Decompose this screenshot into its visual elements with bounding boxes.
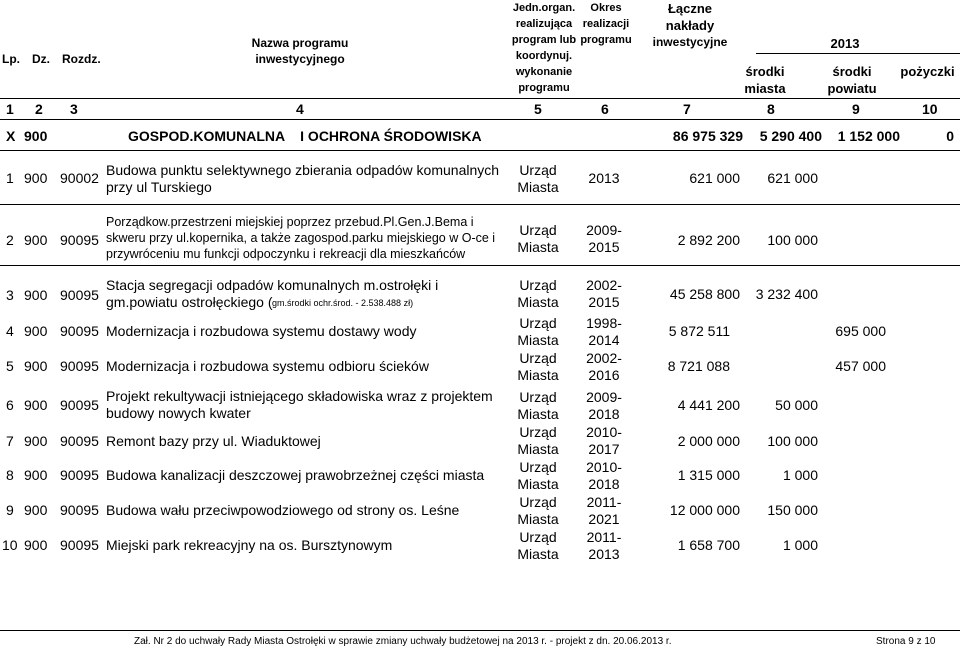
row-rozdz: 90095 [60,358,99,374]
header-rozdz: Rozdz. [62,52,101,66]
row-jedn: Urząd [519,494,557,510]
row-name: Remont bazy przy ul. Wiaduktowej [106,433,321,449]
row-name: Modernizacja i rozbudowa systemu odbioru ścieków [106,358,429,374]
row-okres: 2013 [588,546,620,562]
row-rozdz: 90095 [60,467,99,483]
header-okres-line2: realizacji [582,18,630,30]
divider [0,150,960,151]
header-laczne-line2: nakłady [665,18,715,33]
header-srodki-miasta-line1: środki [745,64,785,79]
row-okres: 2013 [588,170,620,186]
row-okres: 2009- [586,389,622,405]
row-rozdz: 90095 [60,502,99,518]
col-number: 9 [852,101,860,117]
row-lp: 5 [6,358,14,374]
row-jedn: Miasta [517,367,559,383]
section-miasta: 5 290 400 [759,128,822,144]
footer-divider [0,630,960,631]
section-powiatu: 1 152 000 [837,128,900,144]
row-name: Modernizacja i rozbudowa systemu dostawy wody [106,323,417,339]
row-okres: 2015 [588,294,620,310]
row-name: budowy nowych kwater [106,405,251,421]
header-laczne-line3: inwestycyjne [652,35,728,49]
row-jedn: Miasta [517,546,559,562]
row-okres: 2010- [586,459,622,475]
row-miasta: 1 000 [782,467,818,483]
header-lp: Lp. [2,52,20,66]
row-okres: 2015 [588,239,620,255]
row-laczne: 8 721 088 [667,358,730,374]
row-miasta: 150 000 [767,502,818,518]
row-jedn: Miasta [517,239,559,255]
section-name: GOSPOD.KOMUNALNA I OCHRONA ŚRODOWISKA [128,128,482,144]
row-name: Miejski park rekreacyjny na os. Bursztynowym [106,537,393,553]
row-jedn: Urząd [519,350,557,366]
row-rozdz: 90002 [60,170,99,186]
footer-text: Zał. Nr 2 do uchwały Rady Miasta Ostrołęki w sprawie zmiany uchwały budżetowej na 2013 r. - projekt z dn. 20.06.2013 r. [134,636,672,647]
col-number: 6 [601,101,609,117]
row-powiatu: 457 000 [835,358,886,374]
row-dz: 900 [24,537,48,553]
row-lp: 1 [6,170,14,186]
row-okres: 2018 [588,476,620,492]
row-dz: 900 [24,433,48,449]
row-rozdz: 90095 [60,397,99,413]
row-jedn: Miasta [517,476,559,492]
header-srodki-powiatu-line2: powiatu [827,81,877,96]
header-okres-line3: programu [580,34,632,46]
header-year: 2013 [830,36,860,51]
row-miasta: 100 000 [767,433,818,449]
row-laczne: 5 872 511 [668,323,730,339]
row-laczne: 1 315 000 [677,467,740,483]
col-number: 7 [683,101,691,117]
row-lp: 9 [6,502,14,518]
header-jedn-line1: Jedn.organ. [512,2,576,14]
row-jedn: Miasta [517,441,559,457]
row-laczne: 2 000 000 [677,433,740,449]
header-pozyczki: pożyczki [900,64,955,79]
row-laczne: 45 258 800 [669,286,740,302]
row-laczne: 12 000 000 [669,502,740,518]
row-okres: 2002- [586,350,622,366]
row-miasta: 1 000 [782,537,818,553]
row-dz: 900 [24,358,48,374]
row-lp: 4 [6,323,14,339]
divider [0,119,960,120]
header-nazwa-line2: inwestycyjnego [255,52,345,66]
header-jedn-line2: realizująca [515,18,573,30]
row-okres: 2017 [588,441,620,457]
row-jedn: Urząd [519,424,557,440]
header-jedn-line3: program lub [511,34,577,46]
row-laczne: 4 441 200 [677,397,740,413]
row-rozdz: 90095 [60,537,99,553]
row-lp: 10 [2,537,18,553]
row-name: Budowa kanalizacji deszczowej prawobrzeżnej części miasta [106,467,485,483]
row-rozdz: 90095 [60,287,99,303]
col-number: 5 [534,101,542,117]
row-okres: 2011- [586,529,622,545]
row-name-note: gm.środki ochr.środ. - 2.538.488 zł) [272,298,414,308]
row-lp: 6 [6,397,14,413]
row-rozdz: 90095 [60,433,99,449]
section-laczne: 86 975 329 [672,128,743,144]
row-miasta: 50 000 [775,397,818,413]
row-dz: 900 [24,502,48,518]
row-rozdz: 90095 [60,323,99,339]
row-okres: 2014 [588,332,620,348]
row-jedn: Urząd [519,389,557,405]
header-srodki-powiatu-line1: środki [832,64,872,79]
page-number: Strona 9 z 10 [876,636,936,647]
divider [0,204,960,205]
row-okres: 1998- [586,315,622,331]
row-okres: 2021 [588,511,620,527]
divider [0,98,960,99]
row-okres: 2002- [586,277,622,293]
row-dz: 900 [24,323,48,339]
row-laczne: 1 658 700 [677,537,740,553]
row-jedn: Urząd [519,162,557,178]
header-srodki-miasta-line2: miasta [744,81,786,96]
col-number: 3 [70,101,78,117]
row-name: Budowa punktu selektywnego zbierania odpadów komunalnych [106,162,500,178]
row-okres: 2016 [588,367,620,383]
header-dz: Dz. [32,52,50,66]
header-jedn-line6: programu [518,82,570,94]
row-miasta: 100 000 [767,232,818,248]
row-dz: 900 [24,397,48,413]
row-miasta: 621 000 [767,170,818,186]
row-laczne: 621 000 [689,170,740,186]
row-jedn: Miasta [517,179,559,195]
row-powiatu: 695 000 [835,323,886,339]
row-name: Porządkow.przestrzeni miejskiej poprzez przebud.Pl.Gen.J.Bema i [106,215,474,229]
row-okres: 2010- [586,424,622,440]
row-lp: 3 [6,287,14,303]
row-name: skweru przy ul.kopernika, a także zagospod.parku miejskiego w O-ce i [106,231,496,245]
header-okres-line1: Okres [590,2,622,14]
header-nazwa-line1: Nazwa programu [251,36,349,50]
row-okres: 2018 [588,406,620,422]
row-laczne: 2 892 200 [677,232,740,248]
row-name: przy ul Turskiego [106,179,212,195]
row-name: Projekt rekultywacji istniejącego składowiska wraz z projektem [106,388,493,404]
row-jedn: Urząd [519,277,557,293]
row-jedn: Miasta [517,511,559,527]
row-lp: 7 [6,433,14,449]
row-dz: 900 [24,232,48,248]
section-pozyczki: 0 [946,128,954,144]
row-dz: 900 [24,170,48,186]
header-jedn-line5: wykonanie [515,66,573,78]
section-marker: X [6,128,16,144]
row-dz: 900 [24,287,48,303]
row-name: gm.powiatu ostrołęckiego ( [106,294,273,310]
header-jedn-line4: koordynuj. [515,50,573,62]
row-jedn: Miasta [517,332,559,348]
row-jedn: Urząd [519,529,557,545]
row-lp: 8 [6,467,14,483]
divider [0,265,960,266]
row-dz: 900 [24,467,48,483]
col-number: 1 [6,101,14,117]
row-jedn: Urząd [519,315,557,331]
col-number: 4 [296,101,304,117]
header-laczne-line1: Łączne [667,1,713,16]
row-miasta: 3 232 400 [755,286,818,302]
col-number: 10 [922,101,938,117]
row-jedn: Urząd [519,459,557,475]
row-jedn: Urząd [519,222,557,238]
row-name: Budowa wału przeciwpowodziowego od strony os. Leśne [106,502,460,518]
row-name: przywróceniu mu funkcji odpoczynku i rekreacji dla mieszkańców [106,247,466,261]
row-name: Stacja segregacji odpadów komunalnych m.ostrołęki i [106,277,439,293]
row-okres: 2011- [586,494,622,510]
row-jedn: Miasta [517,406,559,422]
section-dz: 900 [24,128,48,144]
row-jedn: Miasta [517,294,559,310]
row-okres: 2009- [586,222,622,238]
col-number: 2 [35,101,43,117]
row-lp: 2 [6,232,14,248]
row-rozdz: 90095 [60,232,99,248]
header-year-divider [756,53,960,54]
col-number: 8 [767,101,775,117]
